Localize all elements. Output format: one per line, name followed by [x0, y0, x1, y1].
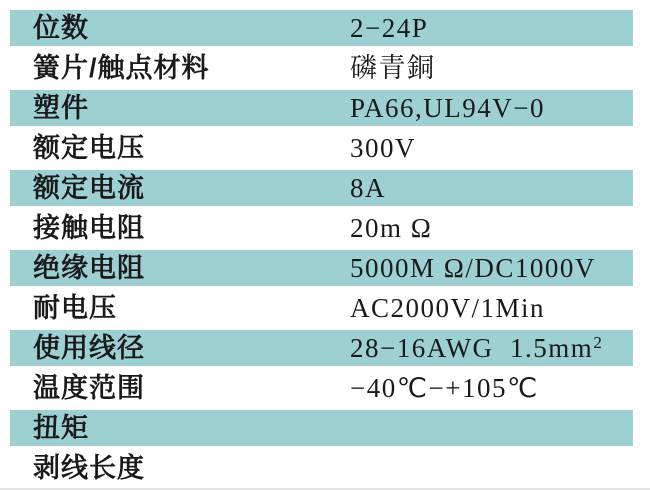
spec-label: 位数	[33, 13, 89, 43]
spec-value	[350, 330, 603, 366]
spec-value	[350, 170, 386, 206]
spec-value	[350, 10, 428, 46]
spec-value-text: 2−24P	[350, 13, 429, 43]
spec-value	[350, 50, 436, 86]
spec-label: 接触电阻	[33, 213, 145, 243]
spec-value	[350, 90, 545, 126]
spec-value	[350, 250, 596, 286]
table-row	[0, 170, 650, 210]
spec-table	[0, 10, 650, 490]
spec-value-text: 8A	[350, 173, 386, 203]
table-row	[0, 330, 650, 370]
spec-value	[350, 210, 432, 246]
spec-value-text: 5000M Ω/DC1000V	[350, 253, 596, 283]
table-row	[0, 410, 650, 450]
table-row	[0, 130, 650, 170]
spec-label: 温度范围	[33, 373, 145, 403]
spec-value-text: −40℃−+105℃	[350, 373, 539, 403]
table-row	[0, 210, 650, 250]
spec-value	[350, 370, 539, 406]
spec-value	[350, 130, 416, 166]
spec-label: 耐电压	[33, 293, 117, 323]
spec-value-text: 28−16AWG 1.5mm	[350, 333, 594, 363]
spec-value-text: 300V	[350, 133, 416, 163]
spec-value-text: AC2000V/1Min	[350, 293, 546, 323]
row-highlight-bar	[10, 410, 633, 446]
table-row	[0, 10, 650, 50]
row-highlight-bar	[10, 10, 633, 46]
spec-value-text: PA66,UL94V−0	[350, 93, 546, 123]
spec-label: 使用线径	[33, 333, 145, 363]
spec-label: 绝缘电阻	[33, 253, 145, 283]
spec-value-text: 磷青銅	[350, 53, 436, 83]
spec-value-superscript: 2	[593, 333, 604, 352]
spec-label: 扭矩	[33, 413, 89, 443]
table-row	[0, 370, 650, 410]
spec-label: 剥线长度	[33, 453, 145, 483]
spec-value	[350, 290, 545, 326]
table-row	[0, 250, 650, 290]
table-row	[0, 290, 650, 330]
table-row	[0, 450, 650, 490]
spec-value-text: 20m Ω	[350, 213, 433, 243]
spec-label: 簧片/触点材料	[33, 53, 210, 83]
table-row	[0, 50, 650, 90]
spec-label: 额定电压	[33, 133, 145, 163]
spec-label: 塑件	[33, 93, 89, 123]
spec-label: 额定电流	[33, 173, 145, 203]
table-row	[0, 90, 650, 130]
